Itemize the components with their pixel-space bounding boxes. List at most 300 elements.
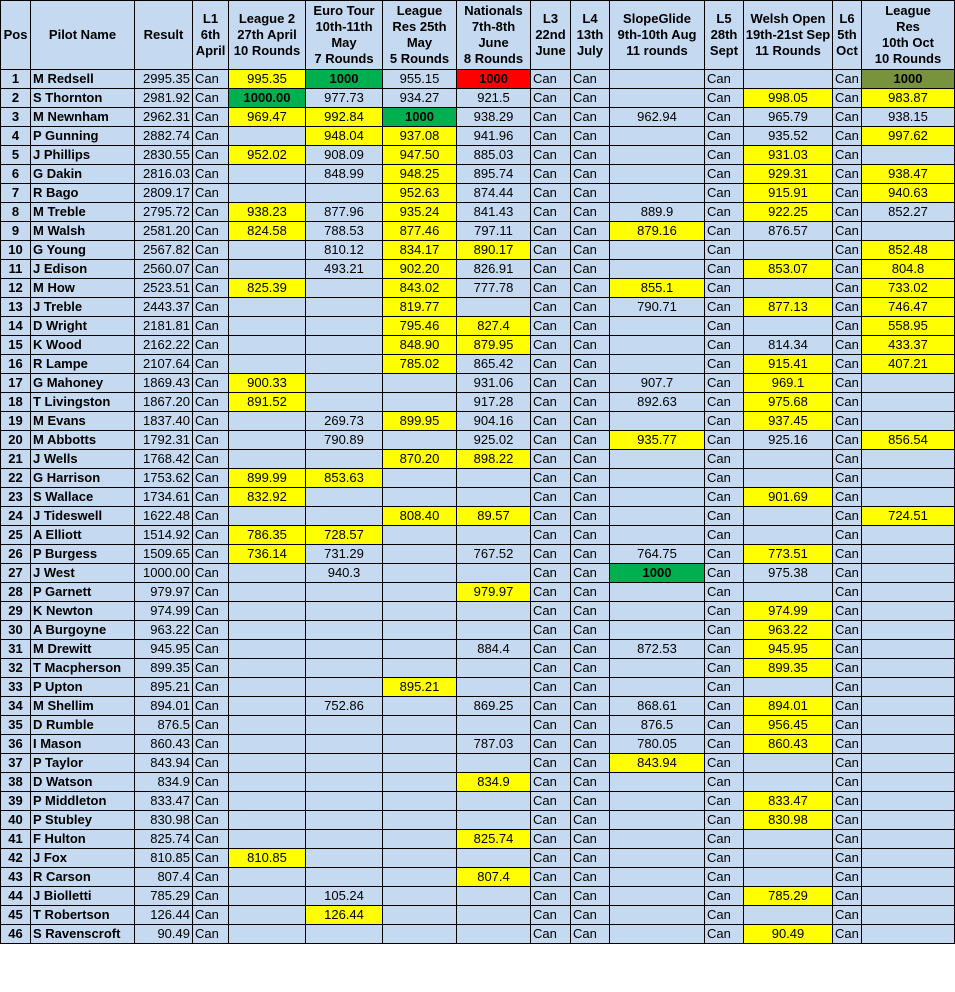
score-cell-leagueres25: 808.40 <box>383 507 457 526</box>
position-cell: 13 <box>1 298 31 317</box>
score-cell-leagueres10: 940.63 <box>862 184 955 203</box>
score-cell-leagueres10 <box>862 222 955 241</box>
table-row <box>1 716 955 735</box>
result-cell: 2816.03 <box>135 165 193 184</box>
score-cell-nationals <box>457 754 531 773</box>
pilot-name-cell: F Hulton <box>31 830 135 849</box>
cancelled-cell-l1: Can <box>193 640 229 659</box>
cancelled-cell-l1: Can <box>193 336 229 355</box>
score-cell-leagueres25: 899.95 <box>383 412 457 431</box>
position-cell: 15 <box>1 336 31 355</box>
score-cell-welshopen: 937.45 <box>744 412 833 431</box>
score-cell-leagueres10 <box>862 792 955 811</box>
score-cell-eurotour <box>306 849 383 868</box>
score-cell-nationals <box>457 792 531 811</box>
score-cell-eurotour <box>306 754 383 773</box>
score-cell-slopeglide <box>610 412 705 431</box>
column-header-line: Pos <box>3 27 28 42</box>
result-cell: 894.01 <box>135 697 193 716</box>
cancelled-cell-l4: Can <box>571 298 610 317</box>
cancelled-cell-l6: Can <box>833 906 862 925</box>
score-cell-league2 <box>229 716 306 735</box>
cancelled-cell-l5: Can <box>705 640 744 659</box>
score-cell-league2: 1000.00 <box>229 89 306 108</box>
score-cell-eurotour: 493.21 <box>306 260 383 279</box>
result-cell: 2981.92 <box>135 89 193 108</box>
cancelled-cell-l3: Can <box>531 108 571 127</box>
cancelled-cell-l6: Can <box>833 108 862 127</box>
cancelled-cell-l6: Can <box>833 431 862 450</box>
result-cell: 2581.20 <box>135 222 193 241</box>
cancelled-cell-l3: Can <box>531 203 571 222</box>
column-header-line: July <box>576 43 603 58</box>
result-cell: 1509.65 <box>135 545 193 564</box>
result-cell: 825.74 <box>135 830 193 849</box>
cancelled-cell-l4: Can <box>571 488 610 507</box>
score-cell-welshopen: 773.51 <box>744 545 833 564</box>
cancelled-cell-l3: Can <box>531 678 571 697</box>
score-cell-eurotour: 853.63 <box>306 469 383 488</box>
score-cell-eurotour <box>306 279 383 298</box>
score-cell-welshopen <box>744 830 833 849</box>
table-row <box>1 735 955 754</box>
pilot-name-cell: S Ravenscroft <box>31 925 135 944</box>
score-cell-leagueres10 <box>862 697 955 716</box>
cancelled-cell-l3: Can <box>531 507 571 526</box>
column-header-line: Result <box>143 27 184 42</box>
score-cell-slopeglide <box>610 317 705 336</box>
position-cell: 12 <box>1 279 31 298</box>
score-cell-nationals: 885.03 <box>457 146 531 165</box>
score-cell-league2 <box>229 735 306 754</box>
score-cell-leagueres10 <box>862 830 955 849</box>
cancelled-cell-l4: Can <box>571 241 610 260</box>
score-cell-league2: 825.39 <box>229 279 306 298</box>
cancelled-cell-l5: Can <box>705 621 744 640</box>
score-cell-welshopen: 945.95 <box>744 640 833 659</box>
result-cell: 833.47 <box>135 792 193 811</box>
table-row <box>1 298 955 317</box>
cancelled-cell-l6: Can <box>833 203 862 222</box>
position-cell: 35 <box>1 716 31 735</box>
score-cell-nationals: 890.17 <box>457 241 531 260</box>
column-header-line: L4 <box>582 11 598 26</box>
position-cell: 30 <box>1 621 31 640</box>
score-cell-eurotour <box>306 716 383 735</box>
cancelled-cell-l3: Can <box>531 70 571 89</box>
score-cell-welshopen <box>744 241 833 260</box>
result-cell: 2523.51 <box>135 279 193 298</box>
cancelled-cell-l6: Can <box>833 412 862 431</box>
column-header-line: 10 Rounds <box>874 51 942 66</box>
column-header-line: L3 <box>542 11 559 26</box>
cancelled-cell-l1: Can <box>193 431 229 450</box>
cancelled-cell-l1: Can <box>193 849 229 868</box>
pilot-name-cell: P Taylor <box>31 754 135 773</box>
result-cell: 963.22 <box>135 621 193 640</box>
score-cell-slopeglide: 892.63 <box>610 393 705 412</box>
score-cell-nationals: 777.78 <box>457 279 531 298</box>
score-cell-nationals: 869.25 <box>457 697 531 716</box>
cancelled-cell-l4: Can <box>571 127 610 146</box>
cancelled-cell-l1: Can <box>193 792 229 811</box>
score-cell-welshopen: 974.99 <box>744 602 833 621</box>
position-cell: 42 <box>1 849 31 868</box>
cancelled-cell-l3: Can <box>531 811 571 830</box>
cancelled-cell-l5: Can <box>705 830 744 849</box>
column-header-line: 28th <box>710 27 738 42</box>
result-cell: 2995.35 <box>135 70 193 89</box>
pilot-name-cell: P Middleton <box>31 792 135 811</box>
table-row <box>1 621 955 640</box>
cancelled-cell-l6: Can <box>833 735 862 754</box>
cancelled-cell-l4: Can <box>571 564 610 583</box>
score-cell-leagueres25: 937.08 <box>383 127 457 146</box>
result-cell: 979.97 <box>135 583 193 602</box>
result-cell: 974.99 <box>135 602 193 621</box>
pilot-name-cell: S Thornton <box>31 89 135 108</box>
score-cell-leagueres10 <box>862 716 955 735</box>
score-cell-welshopen: 922.25 <box>744 203 833 222</box>
pilot-name-cell: P Gunning <box>31 127 135 146</box>
pilot-name-cell: M Shellim <box>31 697 135 716</box>
cancelled-cell-l3: Can <box>531 317 571 336</box>
cancelled-cell-l3: Can <box>531 583 571 602</box>
score-cell-leagueres25: 870.20 <box>383 450 457 469</box>
cancelled-cell-l1: Can <box>193 165 229 184</box>
cancelled-cell-l3: Can <box>531 298 571 317</box>
cancelled-cell-l5: Can <box>705 393 744 412</box>
cancelled-cell-l6: Can <box>833 659 862 678</box>
cancelled-cell-l3: Can <box>531 355 571 374</box>
position-cell: 14 <box>1 317 31 336</box>
pilot-name-cell: M Evans <box>31 412 135 431</box>
cancelled-cell-l1: Can <box>193 450 229 469</box>
pilot-name-cell: J Edison <box>31 260 135 279</box>
pilot-name-cell: D Watson <box>31 773 135 792</box>
score-cell-slopeglide <box>610 450 705 469</box>
cancelled-cell-l6: Can <box>833 241 862 260</box>
column-header-line: L1 <box>202 11 219 26</box>
score-cell-welshopen <box>744 754 833 773</box>
score-cell-slopeglide <box>610 792 705 811</box>
score-cell-nationals: 895.74 <box>457 165 531 184</box>
score-cell-leagueres10: 938.47 <box>862 165 955 184</box>
pilot-name-cell: M How <box>31 279 135 298</box>
score-cell-eurotour: 1000 <box>306 70 383 89</box>
column-header-result <box>135 1 193 70</box>
score-cell-eurotour <box>306 355 383 374</box>
cancelled-cell-l3: Can <box>531 469 571 488</box>
score-cell-slopeglide <box>610 184 705 203</box>
column-header-line: 7th-8th <box>471 19 516 34</box>
table-row <box>1 184 955 203</box>
table-row <box>1 773 955 792</box>
position-cell: 11 <box>1 260 31 279</box>
score-cell-league2 <box>229 260 306 279</box>
score-cell-eurotour <box>306 488 383 507</box>
cancelled-cell-l5: Can <box>705 792 744 811</box>
pilot-name-cell: M Newnham <box>31 108 135 127</box>
cancelled-cell-l6: Can <box>833 849 862 868</box>
score-cell-welshopen: 975.68 <box>744 393 833 412</box>
cancelled-cell-l3: Can <box>531 773 571 792</box>
column-header-leagueres10 <box>862 1 955 70</box>
score-cell-league2 <box>229 317 306 336</box>
score-cell-eurotour: 810.12 <box>306 241 383 260</box>
score-cell-leagueres25 <box>383 469 457 488</box>
score-cell-nationals <box>457 906 531 925</box>
cancelled-cell-l4: Can <box>571 583 610 602</box>
table-row <box>1 260 955 279</box>
score-cell-slopeglide: 872.53 <box>610 640 705 659</box>
score-cell-leagueres25 <box>383 393 457 412</box>
cancelled-cell-l3: Can <box>531 526 571 545</box>
column-header-line: 11 rounds <box>626 43 688 58</box>
column-header-line: 5 Rounds <box>389 51 450 66</box>
score-cell-welshopen: 929.31 <box>744 165 833 184</box>
result-cell: 860.43 <box>135 735 193 754</box>
score-cell-leagueres10 <box>862 602 955 621</box>
score-cell-slopeglide: 889.9 <box>610 203 705 222</box>
result-cell: 2882.74 <box>135 127 193 146</box>
cancelled-cell-l4: Can <box>571 279 610 298</box>
position-cell: 23 <box>1 488 31 507</box>
result-cell: 1867.20 <box>135 393 193 412</box>
score-cell-nationals <box>457 488 531 507</box>
cancelled-cell-l3: Can <box>531 127 571 146</box>
column-header-line: May <box>406 35 433 50</box>
column-header-nationals <box>457 1 531 70</box>
cancelled-cell-l5: Can <box>705 811 744 830</box>
cancelled-cell-l3: Can <box>531 146 571 165</box>
column-header-l3 <box>531 1 571 70</box>
score-cell-welshopen <box>744 906 833 925</box>
cancelled-cell-l6: Can <box>833 678 862 697</box>
score-cell-leagueres10: 1000 <box>862 70 955 89</box>
position-cell: 3 <box>1 108 31 127</box>
cancelled-cell-l5: Can <box>705 507 744 526</box>
score-cell-leagueres25 <box>383 735 457 754</box>
cancelled-cell-l5: Can <box>705 70 744 89</box>
column-header-line: April <box>195 43 226 58</box>
score-cell-league2 <box>229 697 306 716</box>
result-cell: 2830.55 <box>135 146 193 165</box>
cancelled-cell-l1: Can <box>193 678 229 697</box>
cancelled-cell-l6: Can <box>833 830 862 849</box>
cancelled-cell-l4: Can <box>571 393 610 412</box>
score-cell-leagueres10 <box>862 393 955 412</box>
cancelled-cell-l4: Can <box>571 773 610 792</box>
score-cell-nationals: 797.11 <box>457 222 531 241</box>
cancelled-cell-l5: Can <box>705 355 744 374</box>
cancelled-cell-l5: Can <box>705 583 744 602</box>
position-cell: 31 <box>1 640 31 659</box>
score-cell-leagueres25: 877.46 <box>383 222 457 241</box>
cancelled-cell-l4: Can <box>571 431 610 450</box>
cancelled-cell-l3: Can <box>531 659 571 678</box>
score-cell-eurotour: 105.24 <box>306 887 383 906</box>
pilot-name-cell: G Mahoney <box>31 374 135 393</box>
table-row <box>1 545 955 564</box>
cancelled-cell-l4: Can <box>571 412 610 431</box>
score-cell-leagueres25 <box>383 640 457 659</box>
score-cell-eurotour <box>306 298 383 317</box>
score-cell-nationals: 826.91 <box>457 260 531 279</box>
score-cell-nationals: 941.96 <box>457 127 531 146</box>
table-row <box>1 868 955 887</box>
score-cell-welshopen: 894.01 <box>744 697 833 716</box>
cancelled-cell-l3: Can <box>531 697 571 716</box>
table-row <box>1 526 955 545</box>
score-cell-welshopen: 915.41 <box>744 355 833 374</box>
score-cell-league2 <box>229 621 306 640</box>
cancelled-cell-l6: Can <box>833 184 862 203</box>
cancelled-cell-l3: Can <box>531 906 571 925</box>
score-cell-slopeglide <box>610 127 705 146</box>
table-row <box>1 374 955 393</box>
cancelled-cell-l4: Can <box>571 108 610 127</box>
result-cell: 2162.22 <box>135 336 193 355</box>
cancelled-cell-l1: Can <box>193 754 229 773</box>
column-header-line: 7 Rounds <box>314 51 374 66</box>
score-cell-slopeglide <box>610 336 705 355</box>
score-cell-slopeglide: 790.71 <box>610 298 705 317</box>
cancelled-cell-l4: Can <box>571 640 610 659</box>
cancelled-cell-l5: Can <box>705 868 744 887</box>
pilot-name-cell: T Robertson <box>31 906 135 925</box>
score-cell-leagueres25 <box>383 906 457 925</box>
cancelled-cell-l4: Can <box>571 735 610 754</box>
cancelled-cell-l3: Can <box>531 621 571 640</box>
cancelled-cell-l3: Can <box>531 374 571 393</box>
score-cell-slopeglide <box>610 469 705 488</box>
column-header-line: 10 Rounds <box>233 43 301 58</box>
score-cell-eurotour <box>306 773 383 792</box>
column-header-line: 19th-21st Sep <box>745 27 831 42</box>
cancelled-cell-l3: Can <box>531 488 571 507</box>
cancelled-cell-l5: Can <box>705 412 744 431</box>
cancelled-cell-l5: Can <box>705 317 744 336</box>
cancelled-cell-l1: Can <box>193 146 229 165</box>
score-cell-slopeglide: 935.77 <box>610 431 705 450</box>
score-cell-slopeglide <box>610 165 705 184</box>
table-row <box>1 317 955 336</box>
score-cell-slopeglide <box>610 70 705 89</box>
pilot-name-cell: G Harrison <box>31 469 135 488</box>
cancelled-cell-l5: Can <box>705 488 744 507</box>
column-header-l1 <box>193 1 229 70</box>
position-cell: 18 <box>1 393 31 412</box>
score-cell-welshopen: 915.91 <box>744 184 833 203</box>
table-row <box>1 222 955 241</box>
table-row <box>1 754 955 773</box>
cancelled-cell-l6: Can <box>833 450 862 469</box>
score-cell-welshopen: 860.43 <box>744 735 833 754</box>
result-cell: 876.5 <box>135 716 193 735</box>
score-cell-slopeglide <box>610 773 705 792</box>
result-cell: 2181.81 <box>135 317 193 336</box>
score-cell-welshopen: 899.35 <box>744 659 833 678</box>
score-cell-eurotour: 269.73 <box>306 412 383 431</box>
score-cell-leagueres10 <box>862 735 955 754</box>
score-cell-nationals: 938.29 <box>457 108 531 127</box>
cancelled-cell-l3: Can <box>531 887 571 906</box>
score-cell-slopeglide <box>610 811 705 830</box>
pilot-name-cell: J Biolletti <box>31 887 135 906</box>
position-cell: 37 <box>1 754 31 773</box>
pilot-name-cell: T Macpherson <box>31 659 135 678</box>
score-cell-eurotour <box>306 317 383 336</box>
position-cell: 44 <box>1 887 31 906</box>
cancelled-cell-l3: Can <box>531 336 571 355</box>
score-cell-welshopen: 956.45 <box>744 716 833 735</box>
cancelled-cell-l1: Can <box>193 735 229 754</box>
score-cell-leagueres25: 843.02 <box>383 279 457 298</box>
column-header-line: L6 <box>839 11 855 26</box>
score-cell-slopeglide: 876.5 <box>610 716 705 735</box>
score-cell-nationals: 841.43 <box>457 203 531 222</box>
cancelled-cell-l1: Can <box>193 374 229 393</box>
score-cell-leagueres10 <box>862 754 955 773</box>
cancelled-cell-l4: Can <box>571 184 610 203</box>
table-row <box>1 393 955 412</box>
score-cell-nationals: 827.4 <box>457 317 531 336</box>
cancelled-cell-l6: Can <box>833 697 862 716</box>
column-header-name <box>31 1 135 70</box>
score-cell-league2 <box>229 887 306 906</box>
cancelled-cell-l4: Can <box>571 70 610 89</box>
column-header-line: 13th <box>576 27 604 42</box>
cancelled-cell-l5: Can <box>705 203 744 222</box>
cancelled-cell-l6: Can <box>833 811 862 830</box>
cancelled-cell-l6: Can <box>833 317 862 336</box>
score-cell-eurotour: 790.89 <box>306 431 383 450</box>
position-cell: 27 <box>1 564 31 583</box>
column-header-line: 8 Rounds <box>463 51 524 66</box>
pilot-name-cell: P Stubley <box>31 811 135 830</box>
score-cell-eurotour <box>306 621 383 640</box>
score-cell-leagueres10 <box>862 545 955 564</box>
column-header-line: Res <box>896 19 920 34</box>
cancelled-cell-l4: Can <box>571 526 610 545</box>
score-cell-eurotour <box>306 811 383 830</box>
score-cell-leagueres25: 848.90 <box>383 336 457 355</box>
pilot-name-cell: J West <box>31 564 135 583</box>
pilot-name-cell: P Burgess <box>31 545 135 564</box>
cancelled-cell-l3: Can <box>531 431 571 450</box>
result-cell: 1734.61 <box>135 488 193 507</box>
position-cell: 19 <box>1 412 31 431</box>
cancelled-cell-l6: Can <box>833 602 862 621</box>
pilot-name-cell: D Wright <box>31 317 135 336</box>
score-cell-league2 <box>229 355 306 374</box>
position-cell: 39 <box>1 792 31 811</box>
cancelled-cell-l5: Can <box>705 602 744 621</box>
cancelled-cell-l5: Can <box>705 887 744 906</box>
cancelled-cell-l4: Can <box>571 887 610 906</box>
pilot-name-cell: M Abbotts <box>31 431 135 450</box>
score-cell-slopeglide <box>610 830 705 849</box>
cancelled-cell-l1: Can <box>193 697 229 716</box>
cancelled-cell-l6: Can <box>833 716 862 735</box>
position-cell: 25 <box>1 526 31 545</box>
pilot-name-cell: G Young <box>31 241 135 260</box>
score-cell-league2 <box>229 602 306 621</box>
score-cell-slopeglide: 879.16 <box>610 222 705 241</box>
cancelled-cell-l1: Can <box>193 621 229 640</box>
score-cell-welshopen <box>744 317 833 336</box>
